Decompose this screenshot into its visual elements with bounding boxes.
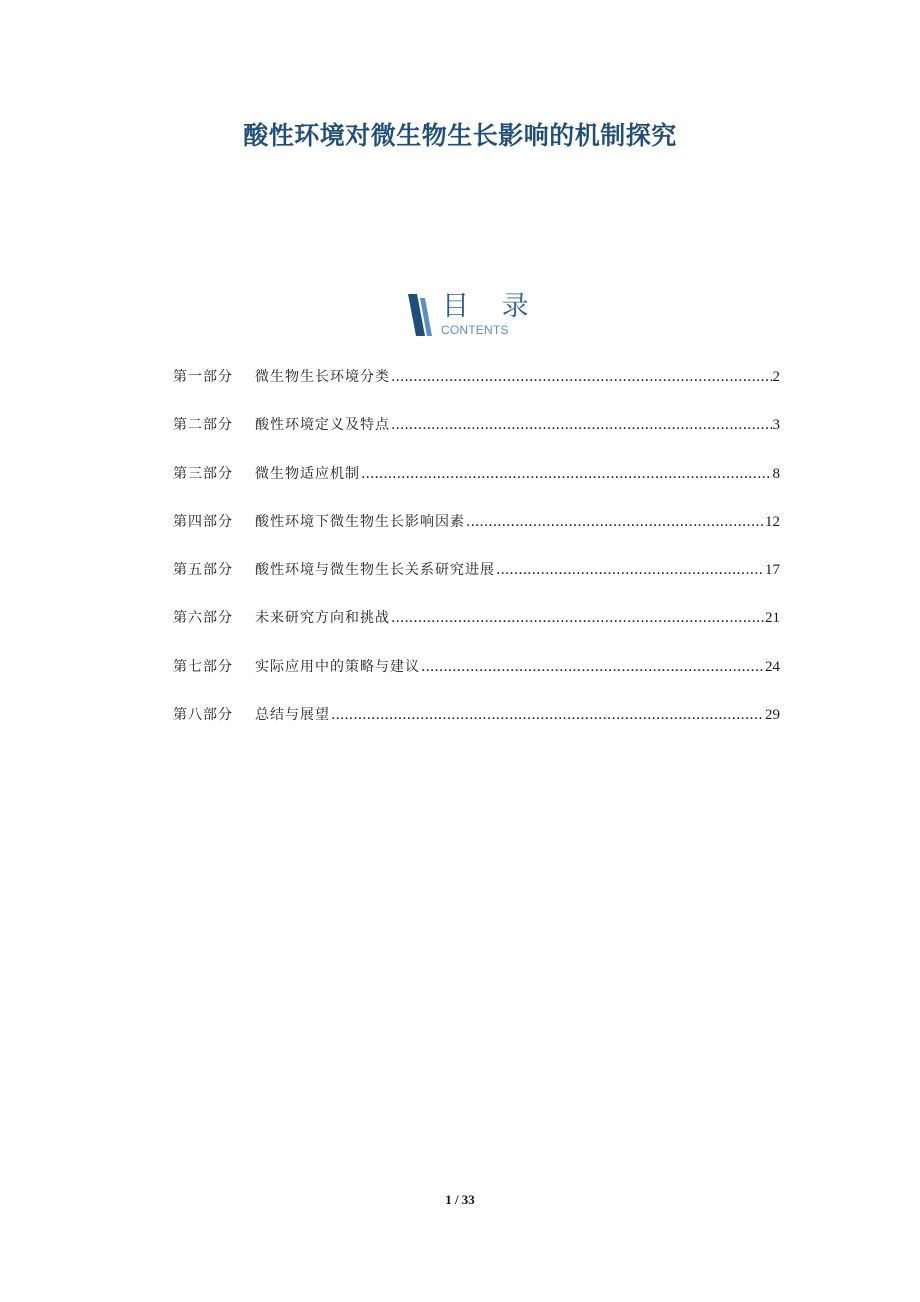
toc-entry[interactable] [173, 511, 780, 559]
toc-entry[interactable] [173, 463, 780, 511]
toc-entry-leader [391, 366, 772, 388]
toc-entry[interactable] [173, 704, 780, 752]
toc-entry-leader [391, 607, 764, 629]
toc-entry-page: 17 [765, 562, 780, 579]
toc-entry-page: 8 [772, 465, 780, 482]
toc-entry-part: 第一部分 [173, 369, 233, 385]
toc-entry-title: 酸性环境下微生物生长影响因素 [255, 513, 465, 530]
table-of-contents [173, 366, 780, 752]
toc-entry-title: 微生物适应机制 [255, 465, 360, 482]
page-number: 1 / 33 [445, 1192, 475, 1207]
toc-entry-part: 第五部分 [173, 562, 233, 579]
toc-entry-leader [361, 463, 772, 485]
toc-heading-subtitle: CONTENTS [441, 323, 509, 337]
document-title: 酸性环境对微生物生长影响的机制探究 [243, 121, 677, 150]
toc-entry[interactable] [173, 366, 780, 414]
toc-entry-page: 3 [772, 417, 780, 434]
toc-entry-leader [466, 511, 764, 533]
toc-entry-page: 24 [765, 658, 780, 675]
toc-entry-part: 第六部分 [173, 610, 233, 627]
toc-entry-leader [421, 656, 764, 678]
toc-entry-part: 第八部分 [173, 707, 233, 724]
toc-entry[interactable] [173, 656, 780, 704]
toc-entry-leader [331, 704, 764, 726]
toc-entry-title: 酸性环境定义及特点 [255, 417, 390, 434]
toc-entry-page: 29 [765, 707, 780, 724]
toc-entry-page: 21 [765, 610, 780, 627]
toc-entry-page: 12 [765, 513, 780, 530]
toc-heading [408, 291, 541, 338]
toc-heading-title: 目 录 [442, 291, 541, 322]
toc-entry-leader [391, 414, 772, 436]
toc-entry[interactable] [173, 414, 780, 462]
toc-entry-page: 2 [772, 369, 780, 385]
toc-entry-part: 第四部分 [173, 513, 233, 530]
toc-entry-part: 第三部分 [173, 465, 233, 482]
toc-entry-title: 总结与展望 [255, 707, 330, 724]
toc-entry-title: 微生物生长环境分类 [255, 369, 390, 385]
toc-entry[interactable] [173, 607, 780, 655]
toc-entry[interactable] [173, 559, 780, 607]
toc-entry-part: 第七部分 [173, 658, 233, 675]
toc-logo-icon [408, 294, 434, 336]
toc-entry-title: 实际应用中的策略与建议 [255, 658, 420, 675]
toc-entry-part: 第二部分 [173, 417, 233, 434]
toc-entry-title: 未来研究方向和挑战 [255, 610, 390, 627]
toc-entry-title: 酸性环境与微生物生长关系研究进展 [255, 562, 495, 579]
toc-entry-leader [496, 559, 764, 581]
